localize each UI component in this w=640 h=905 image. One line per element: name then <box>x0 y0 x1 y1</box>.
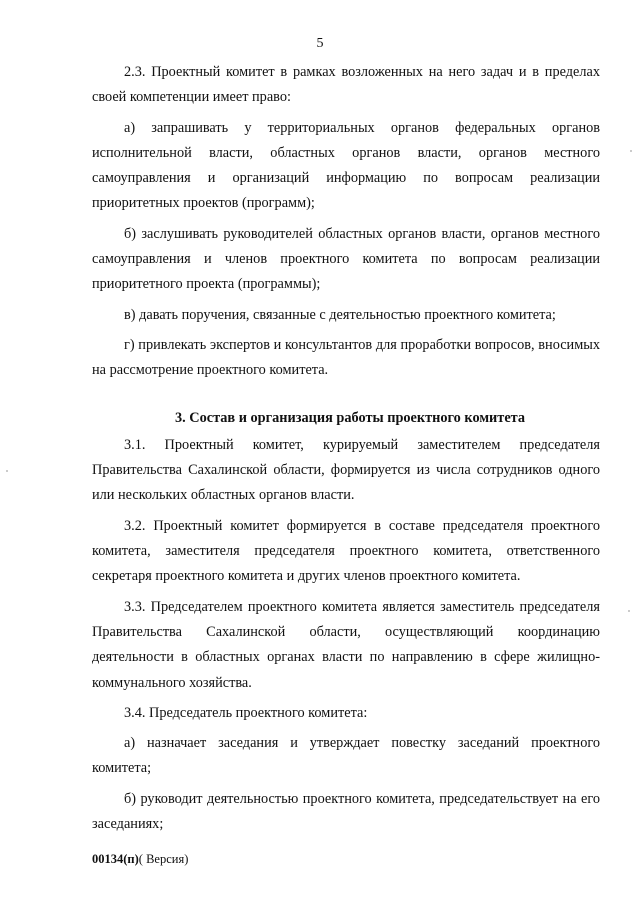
paragraph-2-3-a: а) запрашивать у территориальных органов федеральных органов исполнительной власти, областных органов власти, органов местного самоуправления и организаций информацию по вопросам реализации приоритетных проектов (программ); <box>92 119 600 212</box>
footer-code: 00134(п) <box>92 852 139 866</box>
paragraph-2-3-b: б) заслушивать руководителей областных органов власти, органов местного самоуправления и членов проектного комитета по вопросам реализации приоритетного проекта (программы); <box>92 225 600 293</box>
paragraph-2-3-v: в) давать поручения, связанные с деятельностью проектного комитета; <box>124 306 556 323</box>
paragraph-3-4-a: а) назначает заседания и утверждает повестку заседаний проектного комитета; <box>92 735 600 777</box>
scan-artifact <box>6 470 8 472</box>
paragraph-2-3: 2.3. Проектный комитет в рамках возложенных на него задач и в пределах своей компетенции имеет право: <box>92 64 600 106</box>
page-number: 5 <box>316 36 324 51</box>
scan-artifact <box>628 610 630 612</box>
paragraph-3-3: 3.3. Председателем проектного комитета является заместитель председателя Правительства Сахалинской области, осуществляющий координацию деятельности в областных органах власти по направлению в сфере жилищно-коммунального хозяйства. <box>92 598 600 691</box>
section-heading: 3. Состав и организация работы проектного комитета <box>174 409 526 426</box>
paragraph-2-3-g: г) привлекать экспертов и консультантов для проработки вопросов, вносимых на рассмотрение проектного комитета. <box>92 336 600 379</box>
paragraph-3-1: 3.1. Проектный комитет, курируемый заместителем председателя Правительства Сахалинской области, формируется из числа сотрудников одного или нескольких областных органов власти. <box>92 436 600 504</box>
footer-document-code <box>92 852 188 867</box>
paragraph-3-4-b: б) руководит деятельностью проектного комитета, председательствует на его заседаниях; <box>92 790 600 833</box>
paragraph-3-2: 3.2. Проектный комитет формируется в составе председателя проектного комитета, заместителя председателя проектного комитета, ответственного секретаря проектного комитета и других членов проектного комитета. <box>92 517 600 585</box>
paragraph-3-4: 3.4. Председатель проектного комитета: <box>124 704 368 721</box>
footer-version: ( Версия) <box>138 852 189 866</box>
document-body <box>92 60 600 842</box>
scan-artifact <box>630 150 632 152</box>
